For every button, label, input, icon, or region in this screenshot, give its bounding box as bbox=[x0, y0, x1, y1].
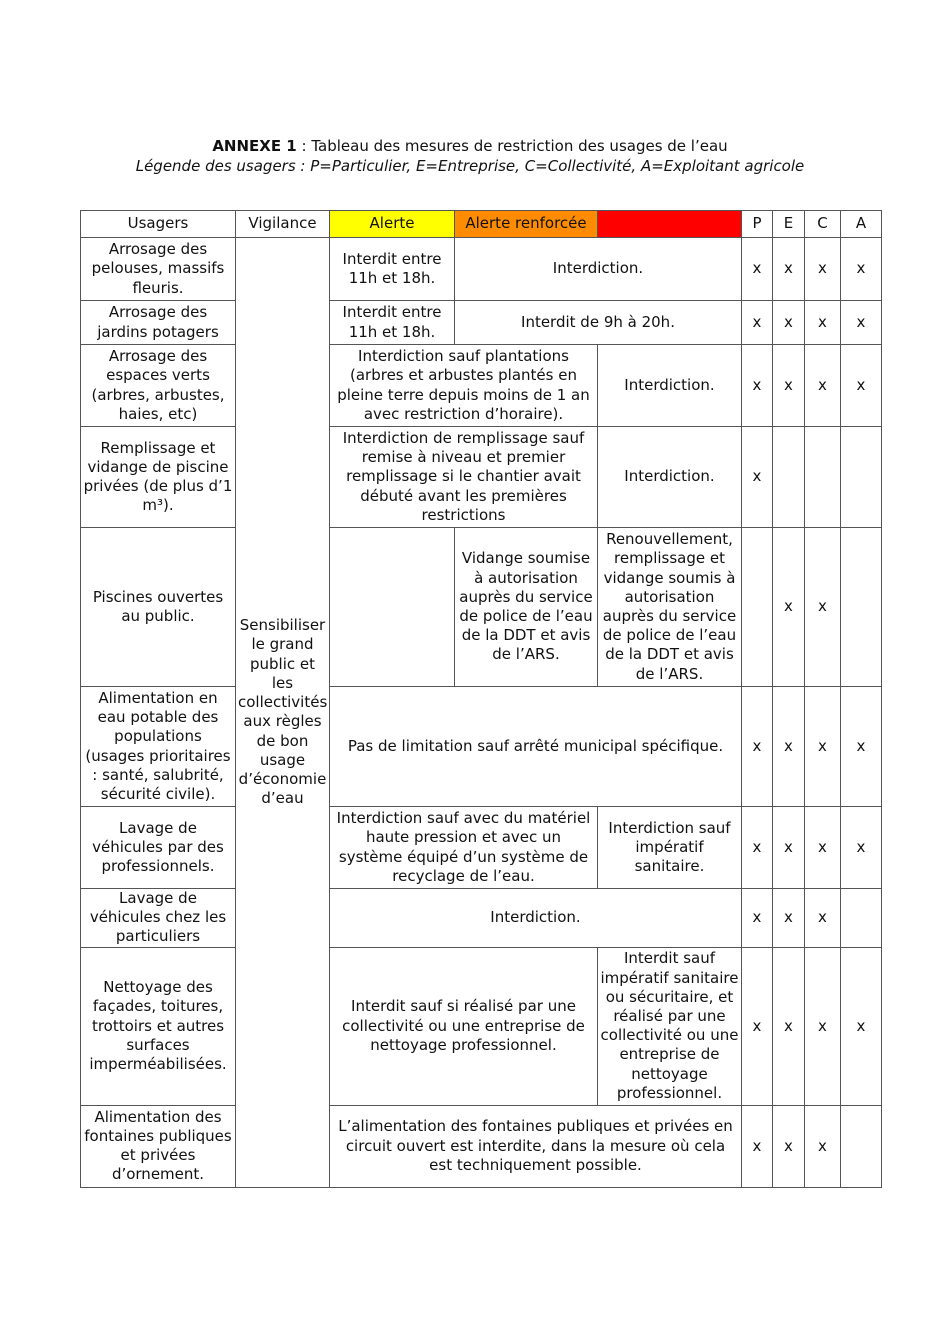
e-cell: x bbox=[773, 687, 805, 807]
c-cell: x bbox=[805, 345, 841, 427]
crise-cell: Interdiction sauf impératif sanitaire. bbox=[598, 807, 742, 889]
e-cell: x bbox=[773, 947, 805, 1105]
alerte-cell bbox=[330, 528, 455, 687]
e-cell: x bbox=[773, 301, 805, 345]
title-annex-label: ANNEXE 1 bbox=[212, 137, 297, 155]
table-row bbox=[81, 947, 882, 1105]
table-row bbox=[81, 427, 882, 528]
usage-cell: Lavage de véhicules par des professionnels. bbox=[81, 807, 236, 889]
alerte-cell: Interdit entre 11h et 18h. bbox=[330, 238, 455, 301]
p-cell: x bbox=[742, 807, 773, 889]
renforcee-crise-cell: Interdiction. bbox=[455, 238, 742, 301]
a-cell bbox=[841, 889, 882, 948]
c-cell: x bbox=[805, 889, 841, 948]
all-levels-cell: L’alimentation des fontaines publiques et privées en circuit ouvert est interdite, dans la mesure où cela est techniquement possible. bbox=[330, 1105, 742, 1187]
p-cell: x bbox=[742, 947, 773, 1105]
p-cell: x bbox=[742, 427, 773, 528]
usage-cell: Arrosage des espaces verts (arbres, arbustes, haies, etc) bbox=[81, 345, 236, 427]
a-cell: x bbox=[841, 301, 882, 345]
all-levels-cell: Interdiction. bbox=[330, 889, 742, 948]
usage-cell: Arrosage des jardins potagers bbox=[81, 301, 236, 345]
table-row bbox=[81, 528, 882, 687]
title-text: : Tableau des mesures de restriction des usages de l’eau bbox=[296, 137, 728, 155]
usage-cell: Piscines ouvertes au public. bbox=[81, 528, 236, 687]
renforcee-cell: Vidange soumise à autorisation auprès du service de police de l’eau de la DDT et avis de l’ARS. bbox=[455, 528, 598, 687]
alerte-renforcee-cell: Interdiction sauf plantations (arbres et arbustes plantés en pleine terre depuis moins de 1 an avec restriction d’horaire). bbox=[330, 345, 598, 427]
alerte-cell: Interdit entre 11h et 18h. bbox=[330, 301, 455, 345]
table-row bbox=[81, 687, 882, 807]
table-row bbox=[81, 238, 882, 301]
restriction-table bbox=[80, 210, 882, 1188]
a-cell: x bbox=[841, 947, 882, 1105]
e-cell: x bbox=[773, 1105, 805, 1187]
renforcee-crise-cell: Interdit de 9h à 20h. bbox=[455, 301, 742, 345]
vigilance-cell: Sensibiliser le grand public et les collectivités aux règles de bon usage d’économie d’eau bbox=[236, 238, 330, 1188]
header-usagers: Usagers bbox=[81, 211, 236, 238]
e-cell: x bbox=[773, 238, 805, 301]
c-cell: x bbox=[805, 807, 841, 889]
header-crise: Crise bbox=[598, 211, 742, 238]
page-title bbox=[0, 137, 940, 156]
table-row bbox=[81, 889, 882, 948]
crise-cell: Interdiction. bbox=[598, 427, 742, 528]
p-cell: x bbox=[742, 889, 773, 948]
c-cell: x bbox=[805, 528, 841, 687]
table-row bbox=[81, 301, 882, 345]
a-cell: x bbox=[841, 807, 882, 889]
c-cell: x bbox=[805, 687, 841, 807]
header-row bbox=[81, 211, 882, 238]
alerte-renforcee-cell: Interdiction sauf avec du matériel haute pression et avec un système équipé d’un système de recyclage de l’eau. bbox=[330, 807, 598, 889]
a-cell bbox=[841, 528, 882, 687]
a-cell: x bbox=[841, 238, 882, 301]
c-cell bbox=[805, 427, 841, 528]
a-cell: x bbox=[841, 687, 882, 807]
c-cell: x bbox=[805, 947, 841, 1105]
crise-cell: Interdiction. bbox=[598, 345, 742, 427]
c-cell: x bbox=[805, 301, 841, 345]
table-row bbox=[81, 345, 882, 427]
p-cell: x bbox=[742, 238, 773, 301]
p-cell: x bbox=[742, 687, 773, 807]
alerte-renforcee-cell: Interdit sauf si réalisé par une collectivité ou une entreprise de nettoyage professionnel. bbox=[330, 947, 598, 1105]
table-row bbox=[81, 807, 882, 889]
a-cell bbox=[841, 427, 882, 528]
all-levels-cell: Pas de limitation sauf arrêté municipal spécifique. bbox=[330, 687, 742, 807]
p-cell: x bbox=[742, 345, 773, 427]
e-cell bbox=[773, 427, 805, 528]
e-cell: x bbox=[773, 807, 805, 889]
c-cell: x bbox=[805, 238, 841, 301]
p-cell bbox=[742, 528, 773, 687]
legend-text: Légende des usagers : P=Particulier, E=Entreprise, C=Collectivité, A=Exploitant agricole bbox=[135, 157, 805, 175]
header-a: A bbox=[841, 211, 882, 238]
crise-cell: Renouvellement, remplissage et vidange soumis à autorisation auprès du service de police de l’eau de la DDT et avis de l’ARS. bbox=[598, 528, 742, 687]
a-cell: x bbox=[841, 345, 882, 427]
usage-cell: Nettoyage des façades, toitures, trottoirs et autres surfaces imperméabilisées. bbox=[81, 947, 236, 1105]
header-vigilance: Vigilance bbox=[236, 211, 330, 238]
c-cell: x bbox=[805, 1105, 841, 1187]
usage-cell: Alimentation des fontaines publiques et privées d’ornement. bbox=[81, 1105, 236, 1187]
a-cell bbox=[841, 1105, 882, 1187]
crise-cell: Interdit sauf impératif sanitaire ou sécuritaire, et réalisé par une collectivité ou une entreprise de nettoyage professionnel. bbox=[598, 947, 742, 1105]
usage-cell: Lavage de véhicules chez les particuliers bbox=[81, 889, 236, 948]
alerte-renforcee-cell: Interdiction de remplissage sauf remise à niveau et premier remplissage si le chantier avait débuté avant les premières restrictions bbox=[330, 427, 598, 528]
header-alerte-renforcee: Alerte renforcée bbox=[455, 211, 598, 238]
header-alerte: Alerte bbox=[330, 211, 455, 238]
usage-cell: Remplissage et vidange de piscine privées (de plus d’1 m³). bbox=[81, 427, 236, 528]
e-cell: x bbox=[773, 345, 805, 427]
e-cell: x bbox=[773, 889, 805, 948]
p-cell: x bbox=[742, 301, 773, 345]
usage-cell: Alimentation en eau potable des populations (usages prioritaires : santé, salubrité, sécurité civile). bbox=[81, 687, 236, 807]
header-c: C bbox=[805, 211, 841, 238]
table-row bbox=[81, 1105, 882, 1187]
header-p: P bbox=[742, 211, 773, 238]
usage-cell: Arrosage des pelouses, massifs fleuris. bbox=[81, 238, 236, 301]
p-cell: x bbox=[742, 1105, 773, 1187]
header-e: E bbox=[773, 211, 805, 238]
e-cell: x bbox=[773, 528, 805, 687]
